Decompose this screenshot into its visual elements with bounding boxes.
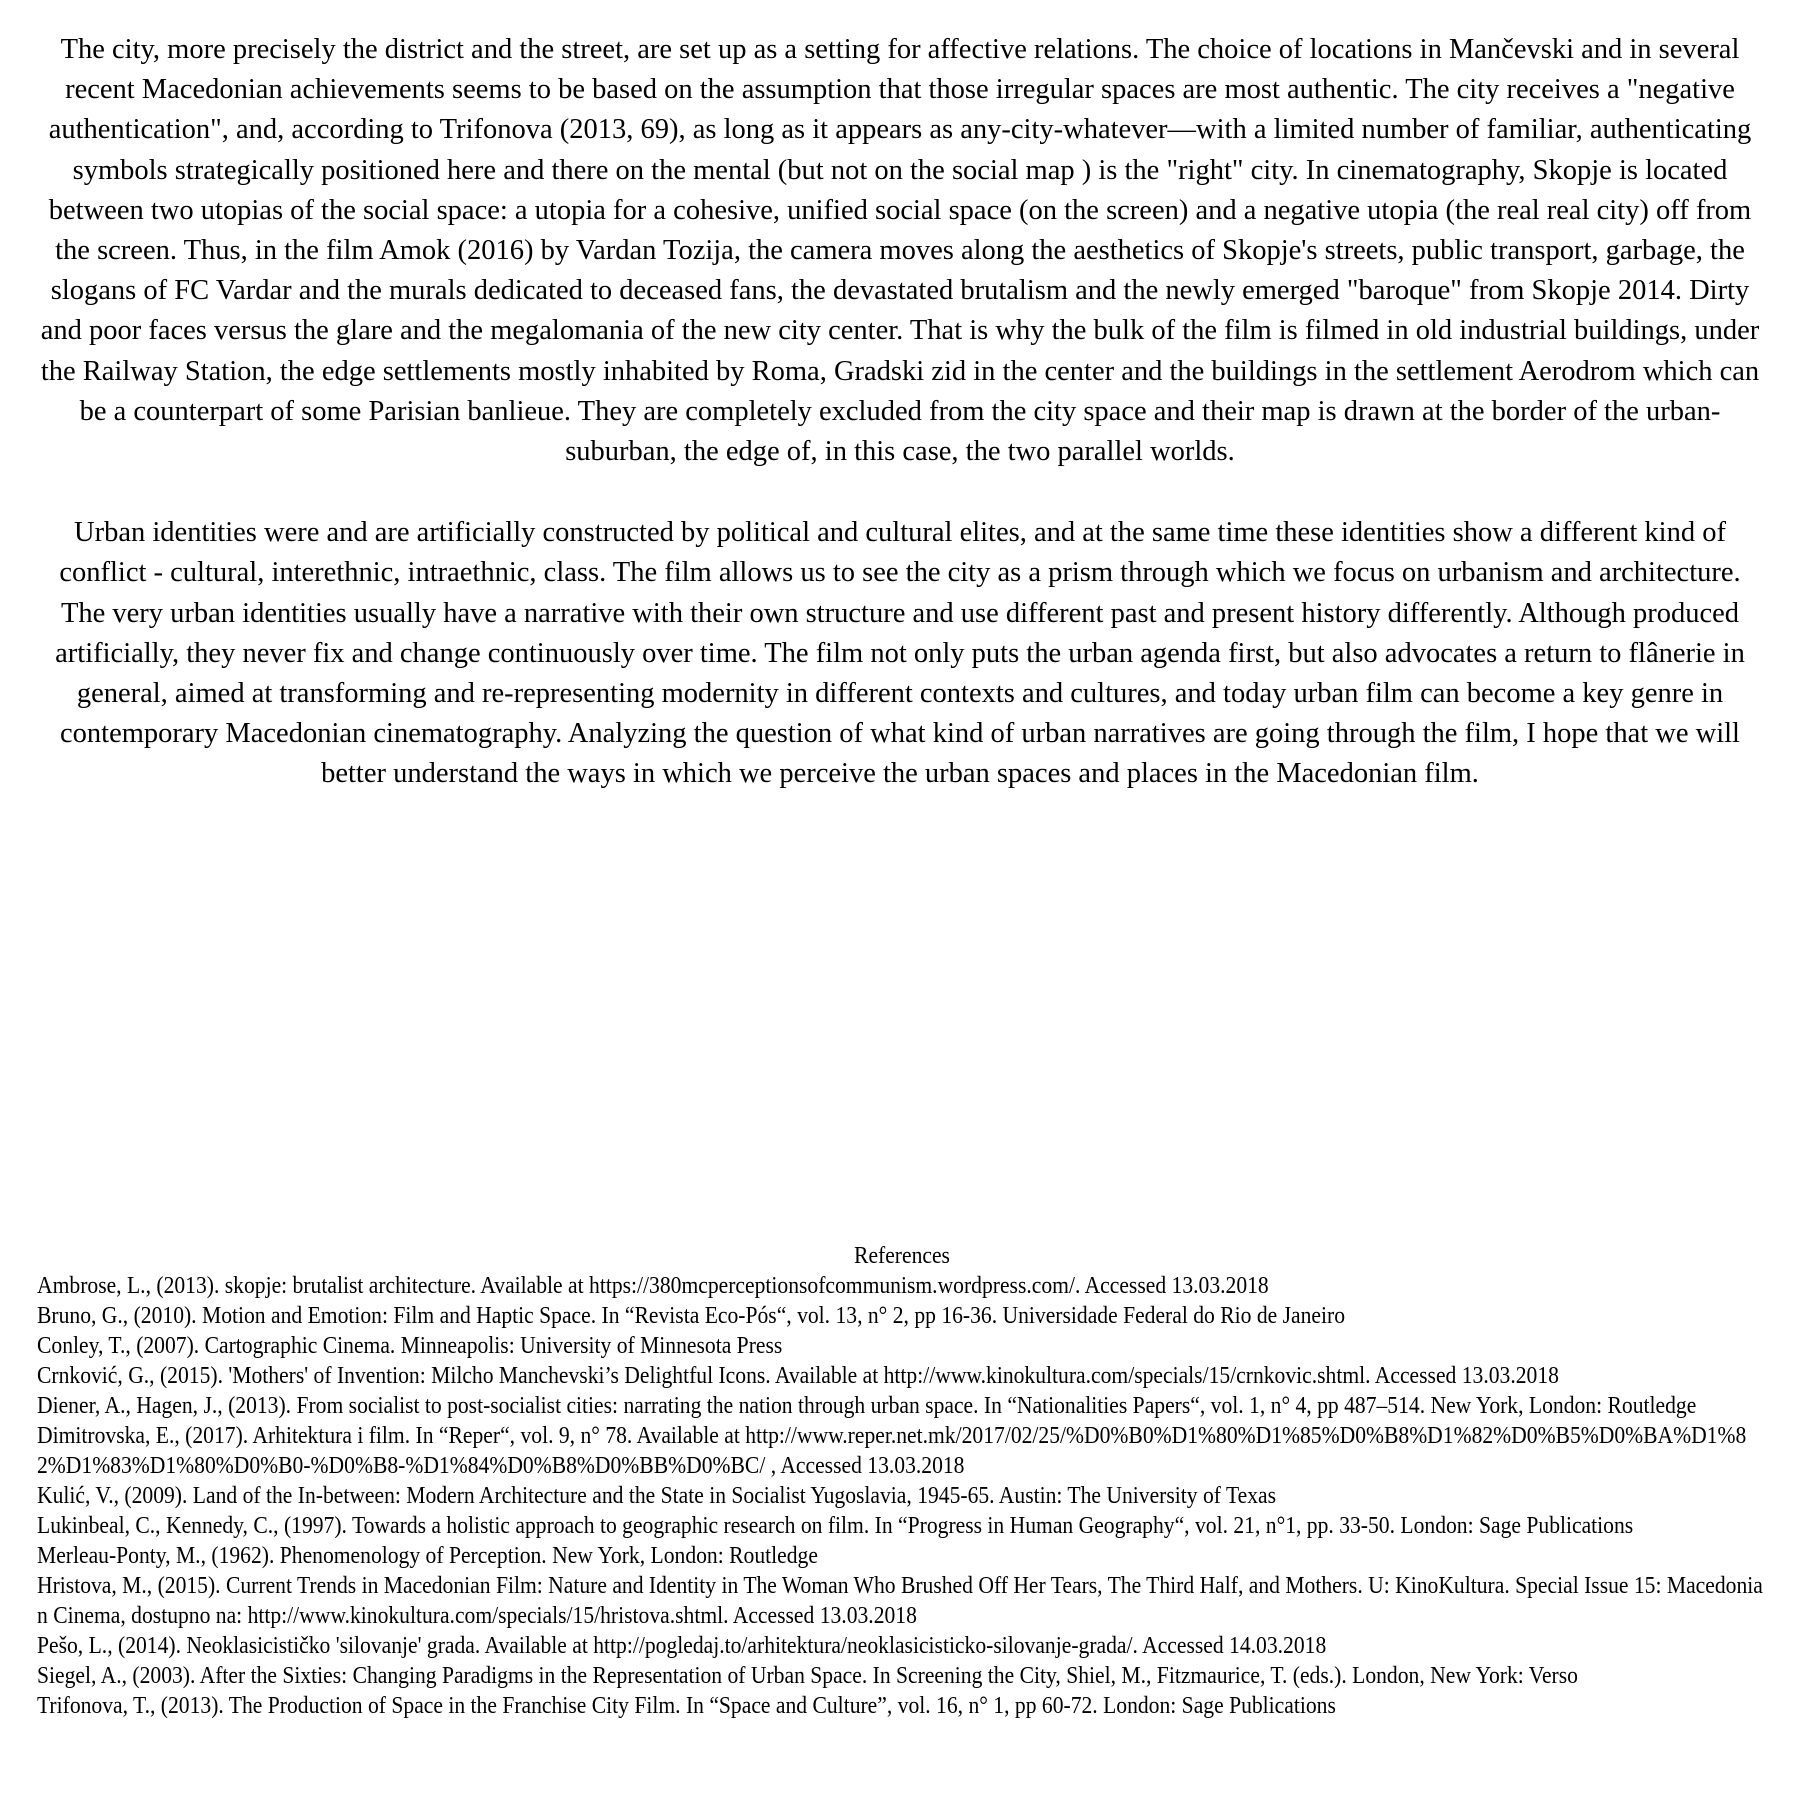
reference-item: Trifonova, T., (2013). The Production of Space in the Franchise City Film. In “Space and Culture”, vol. 16, n° 1, pp 60-72. London: Sage Publications bbox=[37, 1693, 1336, 1719]
reference-item: Conley, T., (2007). Cartographic Cinema. Minneapolis: University of Minnesota Press bbox=[37, 1333, 783, 1359]
paragraph-urban-identities: Urban identities were and are artificially constructed by political and cultural elites, and at the same time these identities show a different kind of conflict - cultural, interethnic, intraethnic, class. The film allows us to see the city as a prism through which we focus on urbanism and architecture. The very urban identities usually have a narrative with their own structure and use different past and present history differently. Although produced artificially, they never fix and change continuously over time. The film not only puts the urban agenda first, but also advocates a return to flânerie in general, aimed at transforming and re-representing modernity in different contexts and cultures, and today urban film can become a key genre in contemporary Macedonian cinematography. Analyzing the question of what kind of urban narratives are going through the film, I hope that we will better understand the ways in which we perceive the urban spaces and places in the Macedonian film. bbox=[55, 517, 1745, 790]
reference-item: Kulić, V., (2009). Land of the In-between: Modern Architecture and the State in Socialist Yugoslavia, 1945-65. Austin: The University of Texas bbox=[37, 1483, 1277, 1509]
reference-item: Ambrose, L., (2013). skopje: brutalist architecture. Available at https://380mcperceptionsofcommunism.wordpress.com/. Accessed 13.03.2018 bbox=[37, 1273, 1269, 1299]
reference-item: Siegel, A., (2003). After the Sixties: Changing Paradigms in the Representation of Urban Space. In Screening the City, Shiel, M., Fitzmaurice, T. (eds.). London, New York: Verso bbox=[37, 1663, 1578, 1689]
reference-item: Pešo, L., (2014). Neoklasicističko 'silovanje' grada. Available at http://pogledaj.to/arhitektura/neoklasicisticko-silovanje-grada/. Accessed 14.03.2018 bbox=[37, 1633, 1327, 1659]
body-text bbox=[34, 30, 1766, 795]
reference-item: Crnković, G., (2015). 'Mothers' of Invention: Milcho Manchevski’s Delightful Icons. Available at http://www.kinokultura.com/specials/15/crnkovic.shtml. Accessed 13.03.2018 bbox=[37, 1363, 1559, 1389]
reference-item: Merleau-Ponty, M., (1962). Phenomenology of Perception. New York, London: Routledge bbox=[37, 1543, 818, 1569]
paragraph-city-setting: The city, more precisely the district and the street, are set up as a setting for affective relations. The choice of locations in Mančevski and in several recent Macedonian achievements seems to be based on the assumption that those irregular spaces are most authentic. The city receives a "negative authentication", and, according to Trifonova (2013, 69), as long as it appears as any-city-whatever—with a limited number of familiar, authenticating symbols strategically positioned here and there on the mental (but not on the social map ) is the "right" city. In cinematography, Skopje is located between two utopias of the social space: a utopia for a cohesive, unified social space (on the screen) and a negative utopia (the real real city) off from the screen. Thus, in the film Amok (2016) by Vardan Tozija, the camera moves along the aesthetics of Skopje's streets, public transport, garbage, the slogans of FC Vardar and the murals dedicated to deceased fans, the devastated brutalism and the newly emerged "baroque" from Skopje 2014. Dirty and poor faces versus the glare and the megalomania of the new city center. That is why the bulk of the film is filmed in old industrial buildings, under the Railway Station, the edge settlements mostly inhabited by Roma, Gradski zid in the center and the buildings in the settlement Aerodrom which can be a counterpart of some Parisian banlieue. They are completely excluded from the city space and their map is drawn at the border of the urban-suburban, the edge of, in this case, the two parallel worlds. bbox=[40, 34, 1760, 468]
reference-item: Hristova, M., (2015). Current Trends in Macedonian Film: Nature and Identity in The Woman Who Brushed Off Her Tears, The Third Half, and Mothers. U: KinoKultura. Special Issue 15: Macedonian Cinema, dostupno na: http://www.kinokultura.com/specials/15/hristova.shtml. Accessed 13.03.2018 bbox=[37, 1573, 1763, 1629]
reference-list bbox=[37, 1271, 1767, 1721]
references-heading: References bbox=[854, 1243, 950, 1269]
reference-item: Dimitrovska, E., (2017). Arhitektura i film. In “Reper“, vol. 9, n° 78. Available at http://www.reper.net.mk/2017/02/25/%D0%B0%D1%80%D1%85%D0%B8%D1%82%D0%B5%D0%BA%D1%82%D1%83%D1%80%D0%B0-%D0%B8-%D1%84%D0%B8%D0%BB%D0%BC/ , Accessed 13.03.2018 bbox=[37, 1423, 1747, 1479]
reference-item: Diener, A., Hagen, J., (2013). From socialist to post-socialist cities: narrating the nation through urban space. In “Nationalities Papers“, vol. 1, n° 4, pp 487–514. New York, London: Routledge bbox=[37, 1393, 1697, 1419]
references-section bbox=[37, 1241, 1767, 1721]
reference-item: Bruno, G., (2010). Motion and Emotion: Film and Haptic Space. In “Revista Eco-Pós“, vol. 13, n° 2, pp 16-36. Universidade Federal do Rio de Janeiro bbox=[37, 1303, 1346, 1329]
reference-item: Lukinbeal, C., Kennedy, C., (1997). Towards a holistic approach to geographic research on film. In “Progress in Human Geography“, vol. 21, n°1, pp. 33-50. London: Sage Publications bbox=[37, 1513, 1634, 1539]
